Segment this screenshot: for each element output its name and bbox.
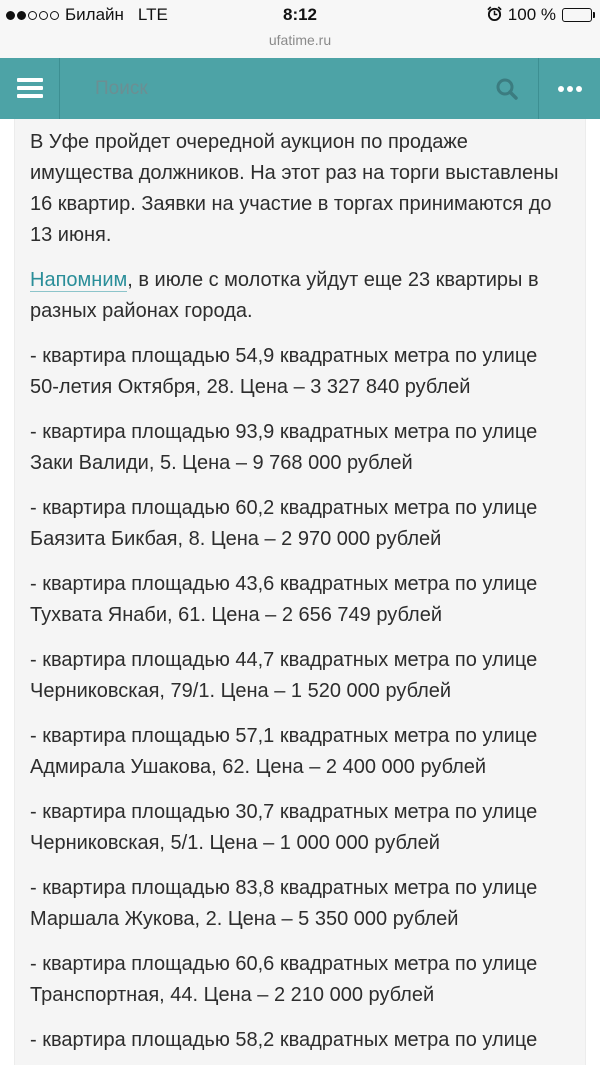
page-content — [0, 119, 600, 1065]
clock: 8:12 — [282, 5, 318, 24]
more-button[interactable] — [538, 58, 600, 119]
more-icon — [558, 86, 564, 92]
list-item: - квартира площадью 60,2 квадратных метра по улице Баязита Бикбая, 8. Цена – 2 970 000 рублей — [30, 497, 538, 550]
more-icon — [576, 86, 582, 92]
list-item: - квартира площадью 58,2 квадратных метра по улице — [30, 1029, 538, 1051]
article-reminder — [30, 265, 571, 327]
list-item: - квартира площадью 54,9 квадратных метра по улице 50-летия Октября, 28. Цена – 3 327 840 рублей — [30, 345, 538, 398]
list-item: - квартира площадью 83,8 квадратных метра по улице Маршала Жукова, 2. Цена – 5 350 000 рублей — [30, 877, 538, 930]
battery-percent: 100 % — [507, 5, 556, 24]
search-input[interactable] — [61, 58, 481, 119]
url-text: ufatime.ru — [268, 32, 332, 48]
reminder-text: , в июле с молотка уйдут еще 23 квартиры в разных районах города. — [30, 269, 539, 322]
search-icon[interactable] — [494, 76, 520, 102]
reminder-link[interactable]: Напомним — [30, 269, 128, 291]
menu-icon — [17, 94, 43, 98]
list-item: - квартира площадью 57,1 квадратных метра по улице Адмирала Ушакова, 62. Цена – 2 400 000 рублей — [30, 725, 538, 778]
article-intro: В Уфе пройдет очередной аукцион по продаже имущества должников. На этот раз на торги выставлены 16 квартир. Заявки на участие в торгах принимаются до 13 июня. — [30, 131, 559, 246]
list-item: - квартира площадью 44,7 квадратных метра по улице Черниковская, 79/1. Цена – 1 520 000 рублей — [30, 649, 538, 702]
alarm-icon — [487, 6, 502, 25]
article-body — [14, 119, 586, 1065]
battery-icon — [562, 8, 592, 22]
status-bar — [0, 0, 600, 30]
carrier-name: Билайн — [65, 5, 124, 24]
list-item: - квартира площадью 60,6 квадратных метра по улице Транспортная, 44. Цена – 2 210 000 рублей — [30, 953, 538, 1006]
site-header — [0, 58, 600, 119]
status-right — [487, 5, 592, 25]
menu-button[interactable] — [0, 58, 60, 119]
more-icon — [567, 86, 573, 92]
network-type: LTE — [137, 5, 168, 24]
menu-icon — [17, 86, 43, 90]
list-item: - квартира площадью 43,6 квадратных метра по улице Тухвата Янаби, 61. Цена – 2 656 749 рублей — [30, 573, 538, 626]
menu-icon — [17, 78, 43, 82]
list-item: - квартира площадью 30,7 квадратных метра по улице Черниковская, 5/1. Цена – 1 000 000 рублей — [30, 801, 538, 854]
address-bar[interactable] — [0, 30, 600, 58]
list-item: - квартира площадью 93,9 квадратных метра по улице Заки Валиди, 5. Цена – 9 768 000 рублей — [30, 421, 538, 474]
